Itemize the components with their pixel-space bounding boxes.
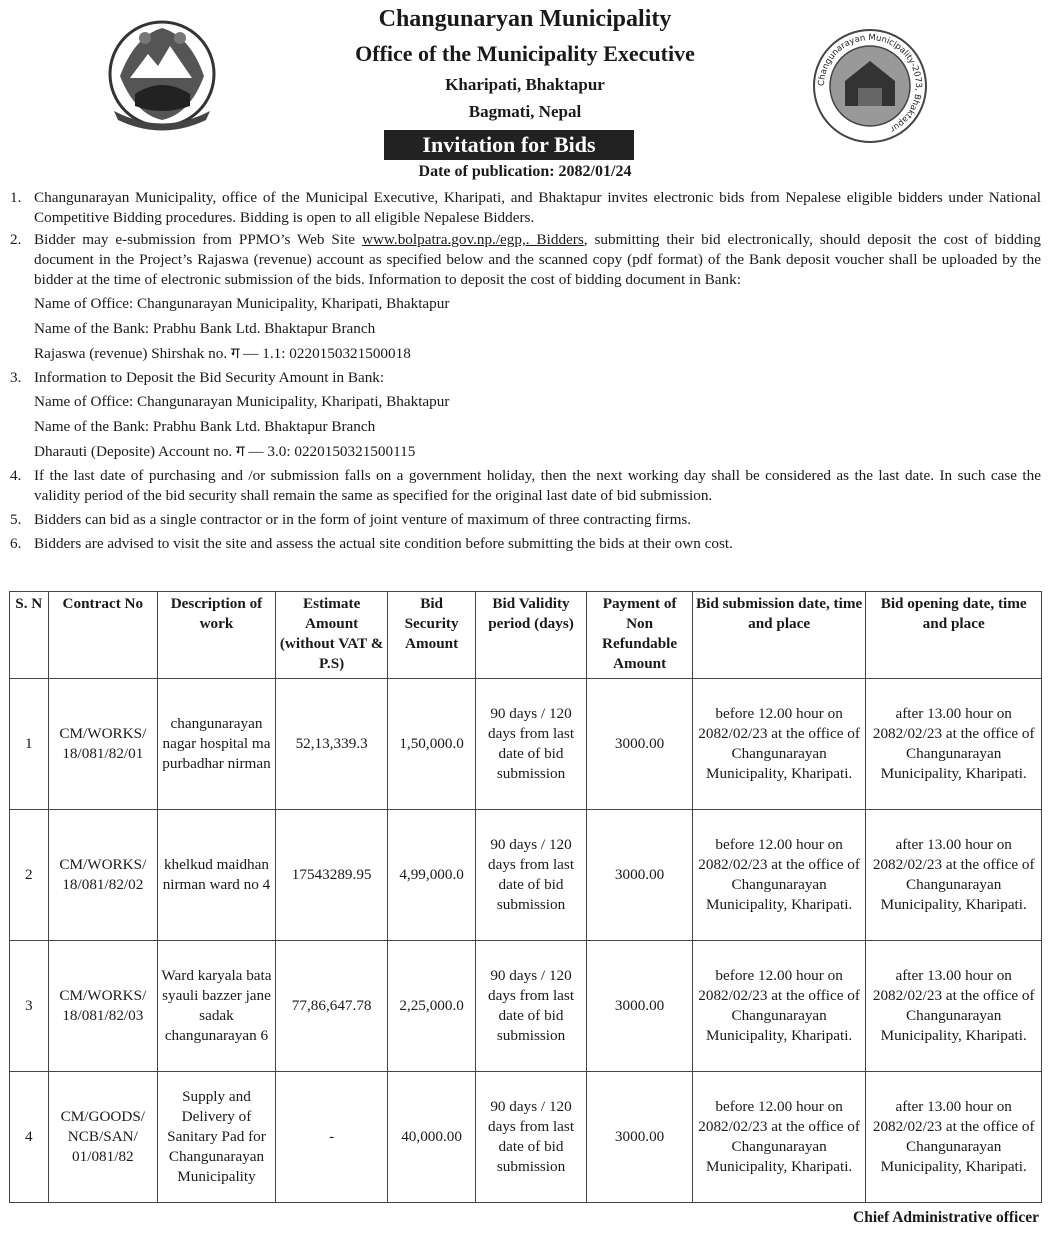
item-text	[34, 230, 1041, 290]
signatory-title: Chief Administrative officer	[853, 1209, 1039, 1226]
list-item	[10, 368, 1041, 388]
cell-estimate: -	[275, 1072, 388, 1203]
notice-body	[10, 188, 1041, 554]
cell-sn: 3	[10, 941, 49, 1072]
item-text: Bidders can bid as a single contractor or in the form of joint venture of maximum of three contracting firms.	[34, 511, 692, 528]
item-text: If the last date of purchasing and /or submission falls on a government holiday, then the next working day shall be considered as the last date. In such case the validity period of the bid security shall remain the same as specified for the original last date of bid submission.	[34, 467, 1041, 504]
col-header-opening: Bid opening date, time and place	[866, 592, 1042, 679]
cell-payment: 3000.00	[587, 810, 693, 941]
cell-submission: before 12.00 hour on 2082/02/23 at the office of Changunarayan Municipality, Kharipati.	[692, 810, 866, 941]
item-text: Bidders are advised to visit the site and assess the actual site condition before submitting the bids at their own cost.	[34, 535, 733, 552]
cell-security: 1,50,000.0	[388, 679, 475, 810]
revenue-office: Name of Office: Changunarayan Municipality, Kharipati, Bhaktapur	[34, 295, 450, 312]
list-item	[10, 466, 1041, 506]
cell-contract: CM/WORKS/ 18/081/82/01	[48, 679, 158, 810]
cell-opening: after 13.00 hour on 2082/02/23 at the office of Changunarayan Municipality, Kharipati.	[866, 941, 1042, 1072]
cell-contract: CM/GOODS/ NCB/SAN/ 01/081/82	[48, 1072, 158, 1203]
cell-payment: 3000.00	[587, 941, 693, 1072]
revenue-bank: Name of the Bank: Prabhu Bank Ltd. Bhaktapur Branch	[34, 320, 376, 337]
cell-contract: CM/WORKS/ 18/081/82/03	[48, 941, 158, 1072]
cell-security: 4,99,000.0	[388, 810, 475, 941]
security-account: Dharauti (Deposite) Account no. ग — 3.0: 0220150321500115	[34, 443, 416, 460]
address-line-2: Bagmati, Nepal	[468, 102, 582, 121]
cell-payment: 3000.00	[587, 679, 693, 810]
security-bank: Name of the Bank: Prabhu Bank Ltd. Bhaktapur Branch	[34, 418, 376, 435]
table-row	[10, 941, 1042, 1072]
cell-description: Ward karyala bata syauli bazzer jane sadak changunarayan 6	[158, 941, 276, 1072]
item-text-part: Bidder may e-submission from PPMO’s Web Site	[34, 231, 362, 248]
ppmo-website-link[interactable]: www.bolpatra.gov.np./egp,. Bidders	[361, 231, 584, 248]
item-text-part: , submitting their bid electronically, should deposit the cost of bidding document in the Project’s Rajaswa (revenue) account as specified below and the scanned copy (pdf format) of the Bank deposit voucher shall be uploaded by the bidder at the time of electronic submission of the bids. Information to deposit the cost of bidding document in Bank:	[34, 231, 1041, 288]
cell-submission: before 12.00 hour on 2082/02/23 at the office of Changunarayan Municipality, Kharipati.	[692, 1072, 866, 1203]
bids-table	[9, 591, 1042, 1203]
list-item	[10, 230, 1041, 290]
item-number: 2.	[10, 231, 22, 248]
cell-opening: after 13.00 hour on 2082/02/23 at the office of Changunarayan Municipality, Kharipati.	[866, 679, 1042, 810]
cell-validity: 90 days / 120 days from last date of bid submission	[475, 810, 587, 941]
security-office: Name of Office: Changunarayan Municipality, Kharipati, Bhaktapur	[34, 393, 450, 410]
table-row	[10, 1072, 1042, 1203]
col-header-submission: Bid submission date, time and place	[692, 592, 866, 679]
cell-estimate: 52,13,339.3	[275, 679, 388, 810]
col-header-payment: Payment of Non Refundable Amount	[587, 592, 693, 679]
list-item	[10, 188, 1041, 228]
col-header-sn: S. N	[10, 592, 49, 679]
cell-validity: 90 days / 120 days from last date of bid submission	[475, 679, 587, 810]
revenue-account: Rajaswa (revenue) Shirshak no. ग — 1.1: 0220150321500018	[34, 345, 411, 362]
cell-security: 40,000.00	[388, 1072, 475, 1203]
table-row	[10, 679, 1042, 810]
seal-text: Changunarayan Municipality-2073, Bhaktapur	[816, 32, 924, 134]
table-row	[10, 810, 1042, 941]
cell-validity: 90 days / 120 days from last date of bid submission	[475, 1072, 587, 1203]
item-number: 4.	[10, 467, 22, 484]
cell-estimate: 17543289.95	[275, 810, 388, 941]
municipality-seal-icon	[810, 26, 930, 146]
cell-description: khelkud maidhan nirman ward no 4	[158, 810, 276, 941]
item-text: Changunarayan Municipality, office of the Municipal Executive, Kharipati, and Bhaktapur invites electronic bids from Nepalese eligible bidders under National Competitive Bidding procedures. Bidding is open to all eligible Nepalese Bidders.	[34, 189, 1041, 226]
item-number: 5.	[10, 511, 22, 528]
cell-contract: CM/WORKS/ 18/081/82/02	[48, 810, 158, 941]
cell-validity: 90 days / 120 days from last date of bid submission	[475, 941, 587, 1072]
notice-header	[0, 6, 1051, 181]
cell-submission: before 12.00 hour on 2082/02/23 at the office of Changunarayan Municipality, Kharipati.	[692, 941, 866, 1072]
item-number: 1.	[10, 189, 22, 206]
org-name: Changunaryan Municipality	[378, 6, 672, 32]
security-account-details	[10, 392, 1041, 462]
cell-sn: 4	[10, 1072, 49, 1203]
cell-sn: 1	[10, 679, 49, 810]
address-line-1: Kharipati, Bhaktapur	[445, 75, 605, 94]
cell-opening: after 13.00 hour on 2082/02/23 at the office of Changunarayan Municipality, Kharipati.	[866, 1072, 1042, 1203]
publication-date: Date of publication: 2082/01/24	[418, 163, 632, 180]
cell-estimate: 77,86,647.78	[275, 941, 388, 1072]
cell-security: 2,25,000.0	[388, 941, 475, 1072]
cell-submission: before 12.00 hour on 2082/02/23 at the office of Changunarayan Municipality, Kharipati.	[692, 679, 866, 810]
col-header-estimate: Estimate Amount (without VAT & P.S)	[275, 592, 388, 679]
col-header-validity: Bid Validity period (days)	[475, 592, 587, 679]
item-number: 6.	[10, 535, 22, 552]
item-number: 3.	[10, 369, 22, 386]
list-item	[10, 534, 1041, 554]
cell-description: Supply and Delivery of Sanitary Pad for Changunarayan Municipality	[158, 1072, 276, 1203]
revenue-account-details	[10, 294, 1041, 364]
cell-opening: after 13.00 hour on 2082/02/23 at the office of Changunarayan Municipality, Kharipati.	[866, 810, 1042, 941]
cell-payment: 3000.00	[587, 1072, 693, 1203]
table-header-row	[10, 592, 1042, 679]
item-text: Information to Deposit the Bid Security Amount in Bank:	[34, 369, 385, 386]
office-name: Office of the Municipality Executive	[355, 41, 695, 66]
list-item	[10, 510, 1041, 530]
col-header-security: Bid Security Amount	[388, 592, 475, 679]
col-header-contract: Contract No	[48, 592, 158, 679]
cell-sn: 2	[10, 810, 49, 941]
notice-title-banner: Invitation for Bids	[384, 130, 634, 160]
col-header-description: Description of work	[158, 592, 276, 679]
cell-description: changunarayan nagar hospital ma purbadhar nirman	[158, 679, 276, 810]
